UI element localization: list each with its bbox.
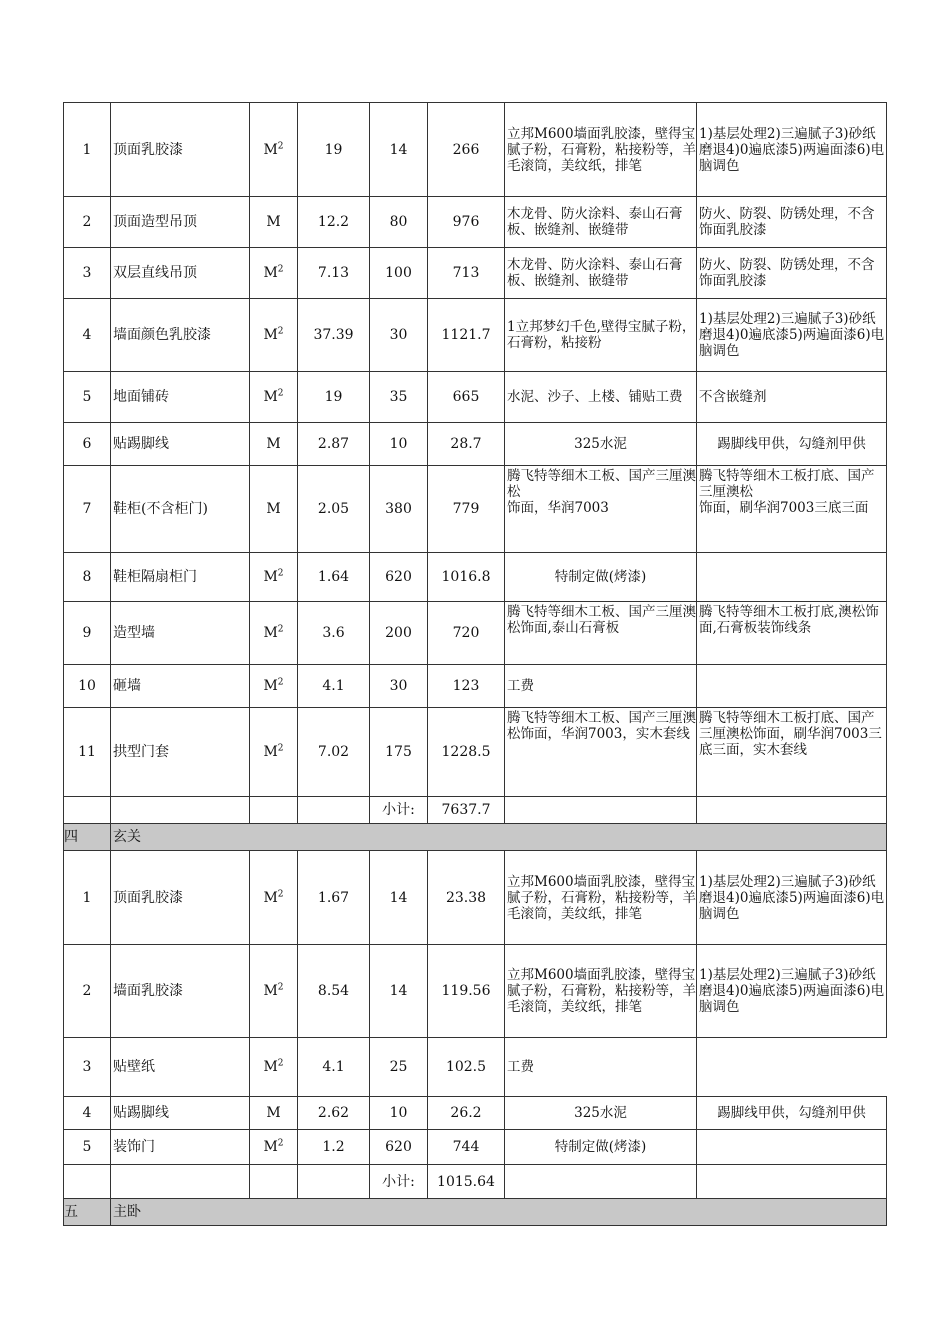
table-row xyxy=(64,1097,887,1130)
item-name: 顶面乳胶漆 xyxy=(111,851,250,945)
empty-cell xyxy=(697,1165,887,1199)
item-note: 腾飞特等细木工板打底、国产三厘澳松 饰面，刷华润7003三底三面 xyxy=(697,466,887,553)
table-row xyxy=(64,248,887,299)
item-number: 2 xyxy=(64,197,111,248)
item-material: 立邦M600墙面乳胶漆，壁得宝腻子粉，石膏粉，粘接粉等，羊毛滚筒，美纹纸，排笔 xyxy=(505,103,697,197)
item-total: 720 xyxy=(428,602,505,665)
item-unit-price: 14 xyxy=(370,851,428,945)
item-quantity: 7.02 xyxy=(298,708,370,797)
unit-superscript: 2 xyxy=(277,1058,284,1069)
item-name: 地面铺砖 xyxy=(111,372,250,423)
item-name: 贴壁纸 xyxy=(111,1038,250,1097)
unit-superscript: 2 xyxy=(277,388,284,399)
item-unit-price: 10 xyxy=(370,1097,428,1130)
item-unit-price: 14 xyxy=(370,945,428,1038)
item-total: 1121.7 xyxy=(428,299,505,372)
item-total: 28.7 xyxy=(428,423,505,466)
item-note: 踢脚线甲供，勾缝剂甲供 xyxy=(697,1097,887,1130)
item-note: 腾飞特等细木工板打底、国产三厘澳松饰面，刷华润7003三底三面，实木套线 xyxy=(697,708,887,797)
unit-base: M xyxy=(263,744,278,760)
table-row xyxy=(64,708,887,797)
unit-cell xyxy=(250,1130,298,1165)
table-row xyxy=(64,1038,887,1097)
item-note xyxy=(697,1130,887,1165)
item-total: 713 xyxy=(428,248,505,299)
item-total: 102.5 xyxy=(428,1038,505,1097)
item-material: 腾飞特等细木工板、国产三厘澳松饰面,泰山石膏板 xyxy=(505,602,697,665)
item-number: 1 xyxy=(64,851,111,945)
unit-base: M xyxy=(266,501,281,517)
item-number: 3 xyxy=(64,248,111,299)
table-row xyxy=(64,197,887,248)
item-total: 665 xyxy=(428,372,505,423)
unit-base: M xyxy=(263,678,278,694)
quote-table xyxy=(63,102,887,1226)
item-unit-price: 620 xyxy=(370,1130,428,1165)
section-header-row xyxy=(64,1199,887,1226)
item-note: 不含嵌缝剂 xyxy=(697,372,887,423)
item-note xyxy=(697,665,887,708)
item-total: 976 xyxy=(428,197,505,248)
unit-cell xyxy=(250,372,298,423)
item-material: 特制定做(烤漆) xyxy=(505,553,697,602)
item-material: 腾飞特等细木工板、国产三厘澳松 饰面，华润7003 xyxy=(505,466,697,553)
item-material: 1立邦梦幻千色,壁得宝腻子粉，石膏粉，粘接粉 xyxy=(505,299,697,372)
item-note: 1)基层处理2)三遍腻子3)砂纸磨退4)0遍底漆5)两遍面漆6)电脑调色 xyxy=(697,851,887,945)
unit-base: M xyxy=(263,1059,278,1075)
item-number: 5 xyxy=(64,1130,111,1165)
unit-base: M xyxy=(263,625,278,641)
unit-superscript: 2 xyxy=(277,982,284,993)
item-number: 11 xyxy=(64,708,111,797)
unit-cell xyxy=(250,602,298,665)
table-row xyxy=(64,665,887,708)
empty-cell xyxy=(250,1165,298,1199)
item-number: 5 xyxy=(64,372,111,423)
unit-cell xyxy=(250,851,298,945)
item-quantity: 1.67 xyxy=(298,851,370,945)
item-quantity: 1.64 xyxy=(298,553,370,602)
item-note: 防火、防裂、防锈处理，不含饰面乳胶漆 xyxy=(697,248,887,299)
unit-cell xyxy=(250,945,298,1038)
unit-base: M xyxy=(266,436,281,452)
item-quantity: 7.13 xyxy=(298,248,370,299)
unit-cell xyxy=(250,1097,298,1130)
item-number: 1 xyxy=(64,103,111,197)
section-name: 主卧 xyxy=(111,1199,887,1226)
item-quantity: 2.62 xyxy=(298,1097,370,1130)
unit-cell xyxy=(250,553,298,602)
item-number: 6 xyxy=(64,423,111,466)
unit-base: M xyxy=(263,1139,278,1155)
item-name: 贴踢脚线 xyxy=(111,423,250,466)
item-note: 防火、防裂、防锈处理，不含饰面乳胶漆 xyxy=(697,197,887,248)
item-unit-price: 10 xyxy=(370,423,428,466)
unit-base: M xyxy=(263,327,278,343)
unit-cell xyxy=(250,103,298,197)
item-number: 3 xyxy=(64,1038,111,1097)
unit-cell xyxy=(250,197,298,248)
empty-cell xyxy=(298,797,370,824)
item-name: 贴踢脚线 xyxy=(111,1097,250,1130)
item-name: 砸墙 xyxy=(111,665,250,708)
unit-superscript: 2 xyxy=(277,326,284,337)
item-material: 立邦M600墙面乳胶漆，壁得宝腻子粉，石膏粉，粘接粉等，羊毛滚筒，美纹纸，排笔 xyxy=(505,851,697,945)
item-quantity: 3.6 xyxy=(298,602,370,665)
table-row xyxy=(64,103,887,197)
unit-base: M xyxy=(263,983,278,999)
unit-base: M xyxy=(263,265,278,281)
item-quantity: 4.1 xyxy=(298,1038,370,1097)
empty-cell xyxy=(697,797,887,824)
item-note: 1)基层处理2)三遍腻子3)砂纸磨退4)0遍底漆5)两遍面漆6)电脑调色 xyxy=(697,103,887,197)
item-unit-price: 35 xyxy=(370,372,428,423)
table-row xyxy=(64,299,887,372)
table-row xyxy=(64,602,887,665)
item-note: 腾飞特等细木工板打底,澳松饰面,石膏板装饰线条 xyxy=(697,602,887,665)
unit-cell xyxy=(250,665,298,708)
item-material: 水泥、沙子、上楼、铺贴工费 xyxy=(505,372,697,423)
item-number: 9 xyxy=(64,602,111,665)
unit-superscript: 2 xyxy=(277,264,284,275)
item-name: 装饰门 xyxy=(111,1130,250,1165)
item-total: 26.2 xyxy=(428,1097,505,1130)
item-total: 23.38 xyxy=(428,851,505,945)
unit-superscript: 2 xyxy=(277,624,284,635)
item-material: 特制定做(烤漆) xyxy=(505,1130,697,1165)
unit-base: M xyxy=(266,214,281,230)
item-unit-price: 25 xyxy=(370,1038,428,1097)
item-material: 腾飞特等细木工板、国产三厘澳松饰面，华润7003，实木套线 xyxy=(505,708,697,797)
item-total: 1016.8 xyxy=(428,553,505,602)
item-unit-price: 100 xyxy=(370,248,428,299)
item-material: 木龙骨、防火涂料、泰山石膏板、嵌缝剂、嵌缝带 xyxy=(505,197,697,248)
item-name: 鞋柜隔扇柜门 xyxy=(111,553,250,602)
item-total: 266 xyxy=(428,103,505,197)
item-unit-price: 30 xyxy=(370,299,428,372)
item-material: 工费 xyxy=(505,1038,697,1097)
item-material: 立邦M600墙面乳胶漆，壁得宝腻子粉，石膏粉，粘接粉等，羊毛滚筒，美纹纸，排笔 xyxy=(505,945,697,1038)
unit-superscript: 2 xyxy=(277,568,284,579)
item-unit-price: 80 xyxy=(370,197,428,248)
item-quantity: 8.54 xyxy=(298,945,370,1038)
item-total: 1228.5 xyxy=(428,708,505,797)
item-quantity: 1.2 xyxy=(298,1130,370,1165)
item-name: 顶面乳胶漆 xyxy=(111,103,250,197)
unit-cell xyxy=(250,708,298,797)
item-number: 2 xyxy=(64,945,111,1038)
item-note xyxy=(697,553,887,602)
item-unit-price: 14 xyxy=(370,103,428,197)
item-name: 拱型门套 xyxy=(111,708,250,797)
subtotal-row xyxy=(64,797,887,824)
item-name: 墙面乳胶漆 xyxy=(111,945,250,1038)
table-row xyxy=(64,372,887,423)
unit-superscript: 2 xyxy=(277,140,284,151)
unit-cell xyxy=(250,1038,298,1097)
section-name: 玄关 xyxy=(111,824,887,851)
table-row xyxy=(64,423,887,466)
empty-cell xyxy=(64,1165,111,1199)
item-material: 工费 xyxy=(505,665,697,708)
item-unit-price: 30 xyxy=(370,665,428,708)
item-unit-price: 620 xyxy=(370,553,428,602)
subtotal-row xyxy=(64,1165,887,1199)
subtotal-value: 1015.64 xyxy=(428,1165,505,1199)
item-quantity: 37.39 xyxy=(298,299,370,372)
empty-cell xyxy=(111,797,250,824)
item-total: 123 xyxy=(428,665,505,708)
item-material: 325水泥 xyxy=(505,423,697,466)
item-number: 8 xyxy=(64,553,111,602)
item-note: 1)基层处理2)三遍腻子3)砂纸磨退4)0遍底漆5)两遍面漆6)电脑调色 xyxy=(697,945,887,1038)
item-number: 4 xyxy=(64,1097,111,1130)
unit-base: M xyxy=(263,569,278,585)
empty-cell xyxy=(505,1165,697,1199)
item-number: 7 xyxy=(64,466,111,553)
empty-cell xyxy=(64,797,111,824)
subtotal-value: 7637.7 xyxy=(428,797,505,824)
item-number: 10 xyxy=(64,665,111,708)
unit-cell xyxy=(250,299,298,372)
item-unit-price: 380 xyxy=(370,466,428,553)
unit-cell xyxy=(250,423,298,466)
item-unit-price: 175 xyxy=(370,708,428,797)
item-material: 木龙骨、防火涂料、泰山石膏板、嵌缝剂、嵌缝带 xyxy=(505,248,697,299)
empty-cell xyxy=(111,1165,250,1199)
section-number: 四 xyxy=(64,824,111,851)
subtotal-label: 小计: xyxy=(370,797,428,824)
unit-base: M xyxy=(263,389,278,405)
section-header-row xyxy=(64,824,887,851)
item-total: 744 xyxy=(428,1130,505,1165)
unit-superscript: 2 xyxy=(277,677,284,688)
item-quantity: 2.87 xyxy=(298,423,370,466)
item-quantity: 12.2 xyxy=(298,197,370,248)
empty-cell xyxy=(505,797,697,824)
item-quantity: 19 xyxy=(298,372,370,423)
table-row xyxy=(64,553,887,602)
item-name: 顶面造型吊顶 xyxy=(111,197,250,248)
unit-superscript: 2 xyxy=(277,1138,284,1149)
item-note: 1)基层处理2)三遍腻子3)砂纸磨退4)0遍底漆5)两遍面漆6)电脑调色 xyxy=(697,299,887,372)
section-number: 五 xyxy=(64,1199,111,1226)
table-row xyxy=(64,466,887,553)
unit-cell xyxy=(250,248,298,299)
empty-cell xyxy=(250,797,298,824)
item-material: 325水泥 xyxy=(505,1097,697,1130)
table-row xyxy=(64,1130,887,1165)
item-name: 造型墙 xyxy=(111,602,250,665)
item-quantity: 4.1 xyxy=(298,665,370,708)
unit-base: M xyxy=(263,889,278,906)
empty-cell xyxy=(298,1165,370,1199)
item-name: 双层直线吊顶 xyxy=(111,248,250,299)
subtotal-label: 小计: xyxy=(370,1165,428,1199)
item-name: 墙面颜色乳胶漆 xyxy=(111,299,250,372)
item-number: 4 xyxy=(64,299,111,372)
item-name: 鞋柜(不含柜门) xyxy=(111,466,250,553)
item-quantity: 19 xyxy=(298,103,370,197)
item-total: 779 xyxy=(428,466,505,553)
item-quantity: 2.05 xyxy=(298,466,370,553)
table-row xyxy=(64,945,887,1038)
item-note xyxy=(697,1038,887,1097)
unit-superscript: 2 xyxy=(277,743,284,754)
item-unit-price: 200 xyxy=(370,602,428,665)
unit-superscript: 2 xyxy=(277,888,284,899)
item-total: 119.56 xyxy=(428,945,505,1038)
unit-base: M xyxy=(263,141,278,158)
item-note: 踢脚线甲供，勾缝剂甲供 xyxy=(697,423,887,466)
table-row xyxy=(64,851,887,945)
unit-base: M xyxy=(266,1105,281,1121)
unit-cell xyxy=(250,466,298,553)
